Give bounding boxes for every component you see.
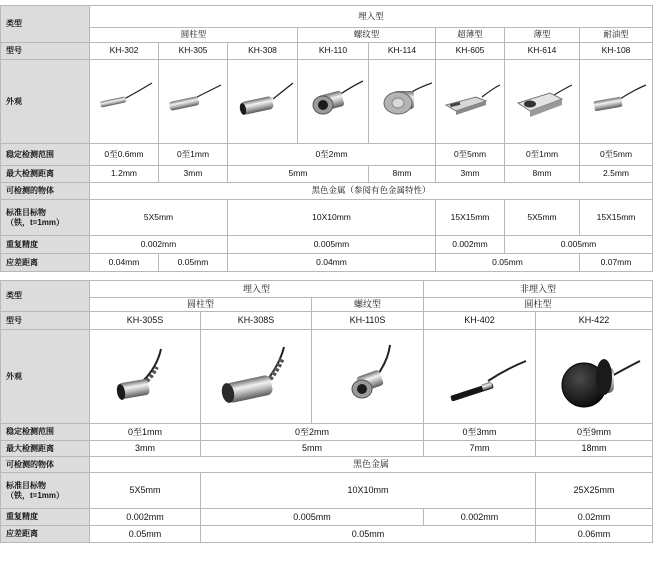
hysteresis-label: 应差距离 bbox=[1, 526, 90, 543]
repeat-cell: 0.002mm bbox=[436, 236, 505, 254]
target-cell: 15X15mm bbox=[436, 200, 505, 236]
hysteresis-cell: 0.06mm bbox=[536, 526, 653, 543]
threaded-sensor-icon bbox=[318, 337, 418, 417]
max-distance-cell: 7mm bbox=[424, 441, 536, 457]
hysteresis-cell: 0.05mm bbox=[159, 254, 228, 272]
stable-range-cell: 0至5mm bbox=[436, 144, 505, 166]
product-image bbox=[90, 330, 201, 424]
max-distance-cell: 8mm bbox=[369, 166, 436, 183]
stable-range-cell: 0至1mm bbox=[90, 424, 201, 441]
stable-range-cell: 0至9mm bbox=[536, 424, 653, 441]
max-distance-label: 最大检测距离 bbox=[1, 166, 90, 183]
stable-range-cell: 0至1mm bbox=[505, 144, 580, 166]
target-cell: 5X5mm bbox=[505, 200, 580, 236]
product-image bbox=[369, 60, 436, 144]
product-image bbox=[201, 330, 312, 424]
cylinder-sensor-icon bbox=[163, 77, 223, 127]
threaded-sensor-icon bbox=[303, 77, 363, 127]
hysteresis-cell: 0.07mm bbox=[580, 254, 653, 272]
repeat-cell: 0.005mm bbox=[505, 236, 653, 254]
model-label: 型号 bbox=[1, 43, 90, 60]
hysteresis-cell: 0.05mm bbox=[201, 526, 536, 543]
appearance-label: 外观 bbox=[1, 330, 90, 424]
stable-range-cell: 0至5mm bbox=[580, 144, 653, 166]
model-cell: KH-110S bbox=[312, 312, 424, 330]
model-cell: KH-402 bbox=[424, 312, 536, 330]
model-cell: KH-422 bbox=[536, 312, 653, 330]
max-distance-cell: 1.2mm bbox=[90, 166, 159, 183]
target-cell: 10X10mm bbox=[201, 473, 536, 509]
max-distance-cell: 3mm bbox=[436, 166, 505, 183]
max-distance-cell: 5mm bbox=[228, 166, 369, 183]
product-image bbox=[298, 60, 369, 144]
stable-range-cell: 0至3mm bbox=[424, 424, 536, 441]
cylinder-sensor-icon bbox=[233, 77, 293, 127]
ultrathin-sensor-icon bbox=[440, 77, 500, 127]
hysteresis-cell: 0.05mm bbox=[436, 254, 580, 272]
hysteresis-cell: 0.05mm bbox=[90, 526, 201, 543]
objects-cell: 黑色金属 bbox=[90, 457, 653, 473]
type-thread: 螺纹型 bbox=[298, 28, 436, 43]
hysteresis-cell: 0.04mm bbox=[90, 254, 159, 272]
product-image bbox=[90, 60, 159, 144]
repeat-label: 重复精度 bbox=[1, 236, 90, 254]
stable-range-cell: 0至2mm bbox=[201, 424, 424, 441]
product-image bbox=[536, 330, 653, 424]
target-label: 标准目标物 （铁，t=1mm） bbox=[1, 473, 90, 509]
max-distance-cell: 5mm bbox=[201, 441, 424, 457]
model-cell: KH-305 bbox=[159, 43, 228, 60]
stable-range-cell: 0至2mm bbox=[228, 144, 436, 166]
hysteresis-label: 应差距离 bbox=[1, 254, 90, 272]
oil-resistant-sensor-icon bbox=[586, 77, 646, 127]
product-image bbox=[312, 330, 424, 424]
objects-label: 可检测的物体 bbox=[1, 457, 90, 473]
group-header-non-embedded: 非埋入型 bbox=[424, 281, 653, 298]
target-cell: 5X5mm bbox=[90, 200, 228, 236]
product-image bbox=[505, 60, 580, 144]
target-cell: 5X5mm bbox=[90, 473, 201, 509]
type-cylinder: 圆柱型 bbox=[90, 28, 298, 43]
product-image bbox=[228, 60, 298, 144]
max-distance-cell: 3mm bbox=[90, 441, 201, 457]
model-label: 型号 bbox=[1, 312, 90, 330]
objects-cell: 黑色金属（参阅有色金属特性） bbox=[90, 183, 653, 200]
repeat-cell: 0.005mm bbox=[201, 509, 424, 526]
target-cell: 10X10mm bbox=[228, 200, 436, 236]
long-cylinder-sensor-icon bbox=[430, 337, 530, 417]
product-image bbox=[580, 60, 653, 144]
cylinder-sensor-icon bbox=[206, 337, 306, 417]
type-thin: 薄型 bbox=[505, 28, 580, 43]
max-distance-cell: 2.5mm bbox=[580, 166, 653, 183]
target-cell: 15X15mm bbox=[580, 200, 653, 236]
objects-label: 可检测的物体 bbox=[1, 183, 90, 200]
hysteresis-cell: 0.04mm bbox=[228, 254, 436, 272]
model-cell: KH-114 bbox=[369, 43, 436, 60]
model-cell: KH-110 bbox=[298, 43, 369, 60]
group-header-embedded: 埋入型 bbox=[90, 281, 424, 298]
model-cell: KH-308S bbox=[201, 312, 312, 330]
cylinder-sensor-icon bbox=[95, 337, 195, 417]
type-cylinder: 圆柱型 bbox=[90, 298, 312, 312]
sensor-spec-table-2 bbox=[0, 280, 653, 543]
max-distance-label: 最大检测距离 bbox=[1, 441, 90, 457]
large-round-sensor-icon bbox=[544, 337, 644, 417]
thin-sensor-icon bbox=[512, 77, 572, 127]
target-label: 标准目标物 （铁，t=1mm） bbox=[1, 200, 90, 236]
product-image bbox=[159, 60, 228, 144]
max-distance-cell: 3mm bbox=[159, 166, 228, 183]
repeat-cell: 0.002mm bbox=[90, 236, 228, 254]
max-distance-cell: 18mm bbox=[536, 441, 653, 457]
type-ultrathin: 超薄型 bbox=[436, 28, 505, 43]
product-image bbox=[424, 330, 536, 424]
product-image bbox=[436, 60, 505, 144]
repeat-label: 重复精度 bbox=[1, 509, 90, 526]
model-cell: KH-605 bbox=[436, 43, 505, 60]
repeat-cell: 0.02mm bbox=[536, 509, 653, 526]
type-thread: 螺纹型 bbox=[312, 298, 424, 312]
type-label: 类型 bbox=[1, 281, 90, 312]
repeat-cell: 0.002mm bbox=[90, 509, 201, 526]
stable-range-label: 稳定检测范围 bbox=[1, 144, 90, 166]
group-header-embedded: 埋入型 bbox=[90, 6, 653, 28]
model-cell: KH-308 bbox=[228, 43, 298, 60]
model-cell: KH-108 bbox=[580, 43, 653, 60]
sensor-spec-table-1 bbox=[0, 5, 653, 272]
appearance-label: 外观 bbox=[1, 60, 90, 144]
model-cell: KH-614 bbox=[505, 43, 580, 60]
threaded-sensor-icon bbox=[372, 77, 432, 127]
model-cell: KH-305S bbox=[90, 312, 201, 330]
model-cell: KH-302 bbox=[90, 43, 159, 60]
type-label: 类型 bbox=[1, 6, 90, 43]
repeat-cell: 0.002mm bbox=[424, 509, 536, 526]
stable-range-cell: 0至0.6mm bbox=[90, 144, 159, 166]
repeat-cell: 0.005mm bbox=[228, 236, 436, 254]
type-cylinder: 圆柱型 bbox=[424, 298, 653, 312]
target-cell: 25X25mm bbox=[536, 473, 653, 509]
cylinder-sensor-icon bbox=[94, 77, 154, 127]
stable-range-label: 稳定检测范围 bbox=[1, 424, 90, 441]
stable-range-cell: 0至1mm bbox=[159, 144, 228, 166]
max-distance-cell: 8mm bbox=[505, 166, 580, 183]
type-oil-resistant: 耐油型 bbox=[580, 28, 653, 43]
